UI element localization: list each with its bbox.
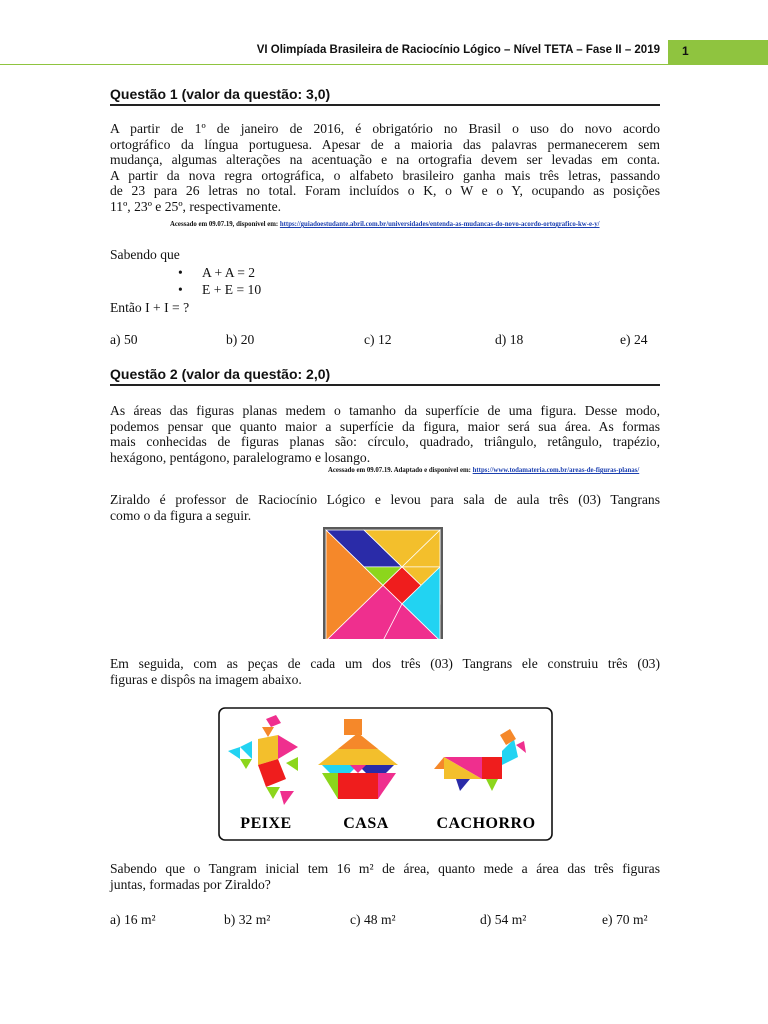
- text-line: juntas, formadas por Ziraldo?: [110, 876, 271, 892]
- text-line: Ziraldo é professor de Raciocínio Lógico e levou para sala de aula três (03) Tangrans: [110, 492, 660, 507]
- figure-label-cachorro: CACHORRO: [436, 815, 536, 832]
- question-2-rule: [110, 384, 660, 386]
- text-line: hexágono, pentágono, paralelogramo e losango.: [110, 449, 371, 465]
- text-line: como o da figura a seguir.: [110, 507, 252, 523]
- text-line: Em seguida, com as peças de cada um dos três (03) Tangrans ele construiu três (03): [110, 656, 660, 671]
- option-a[interactable]: a) 16 m²: [110, 912, 156, 927]
- option-e[interactable]: e) 70 m²: [602, 912, 648, 927]
- question-2-text-4: [110, 861, 660, 892]
- option-b[interactable]: b) 20: [226, 332, 255, 347]
- option-d[interactable]: d) 18: [495, 332, 524, 347]
- option-e[interactable]: e) 24: [620, 332, 648, 347]
- question-1-rule: [110, 104, 660, 106]
- question-1-text: [110, 121, 660, 214]
- question-1-source: [170, 221, 600, 228]
- source-prefix: Acessado em 09.07.19. Adaptado e disponível em:: [328, 467, 473, 474]
- text-line: de 23 para 26 letras no total. Foram incluídos o K, o W e o Y, ocupando as posições: [110, 183, 660, 198]
- option-c[interactable]: c) 12: [364, 332, 392, 347]
- question-1-question: Então I + I = ?: [110, 300, 190, 315]
- question-2-title: Questão 2 (valor da questão: 2,0): [110, 366, 331, 382]
- option-a[interactable]: a) 50: [110, 332, 138, 347]
- bullet-text: E + E = 10: [202, 282, 262, 297]
- bullet-item: •: [178, 265, 183, 280]
- question-2-text-2: [110, 492, 660, 523]
- tangram-figure: [323, 527, 443, 639]
- text-line: figuras e dispôs na imagem abaixo.: [110, 671, 302, 687]
- tangram-piece: [344, 719, 362, 735]
- page-number: 1: [682, 44, 689, 58]
- text-line: As áreas das figuras planas medem o tamanho da superfície de uma figura. Desse modo,: [110, 403, 660, 418]
- text-line: ortográfico da língua portuguesa. Apesar de a maioria das palavras permanecerem sem: [110, 136, 660, 152]
- figure-label-casa: CASA: [343, 815, 389, 832]
- text-line: mudança, algumas alterações na acentuação e na ortografia devem ser levadas em conta.: [110, 152, 660, 167]
- question-2-text-1: [110, 403, 660, 465]
- text-line: Sabendo que o Tangram inicial tem 16 m² de área, quanto mede a área das três figuras: [110, 861, 660, 876]
- option-c[interactable]: c) 48 m²: [350, 912, 396, 927]
- question-1-intro: Sabendo que: [110, 247, 180, 262]
- bullet-text: A + A = 2: [202, 265, 256, 280]
- option-d[interactable]: d) 54 m²: [480, 912, 527, 927]
- figure-label-peixe: PEIXE: [240, 815, 292, 832]
- header-divider: [0, 64, 768, 65]
- page-number-box: [668, 40, 768, 64]
- text-line: A partir de 1º de janeiro de 2016, é obrigatório no Brasil o uso do novo acordo: [110, 121, 660, 136]
- tangram-figures-panel: [218, 707, 553, 841]
- tangram-piece: [482, 757, 502, 779]
- text-line: podemos pensar que quanto maior a superfície da figura, maior será sua área. As formas: [110, 418, 660, 434]
- source-link[interactable]: https://www.todamateria.com.br/areas-de-figuras-planas/: [472, 467, 640, 474]
- source-prefix: Acessado em 09.07.19, disponível em:: [170, 221, 280, 228]
- option-b[interactable]: b) 32 m²: [224, 912, 271, 927]
- source-link[interactable]: https://guiadoestudante.abril.com.br/universidades/entenda-as-mudancas-do-novo-acordo-ortografico-kw-e-y/: [279, 221, 600, 228]
- question-2-source: [328, 467, 639, 474]
- bullet-item: •: [178, 282, 183, 297]
- text-line: mais conhecidas de figuras planas são: círculo, quadrado, triângulo, retângulo, trapézio,: [110, 434, 660, 449]
- question-1-title: Questão 1 (valor da questão: 3,0): [110, 86, 331, 102]
- page-header: [0, 40, 768, 64]
- text-line: 11º, 23º e 25º, respectivamente.: [110, 198, 282, 214]
- question-2-text-3: [110, 656, 660, 687]
- header-title: VI Olimpíada Brasileira de Raciocínio Lógico – Nível TETA – Fase II – 2019: [256, 44, 660, 56]
- text-line: A partir da nova regra ortográfica, o alfabeto brasileiro ganha mais três letras, passando: [110, 167, 660, 183]
- tangram-piece: [338, 773, 378, 799]
